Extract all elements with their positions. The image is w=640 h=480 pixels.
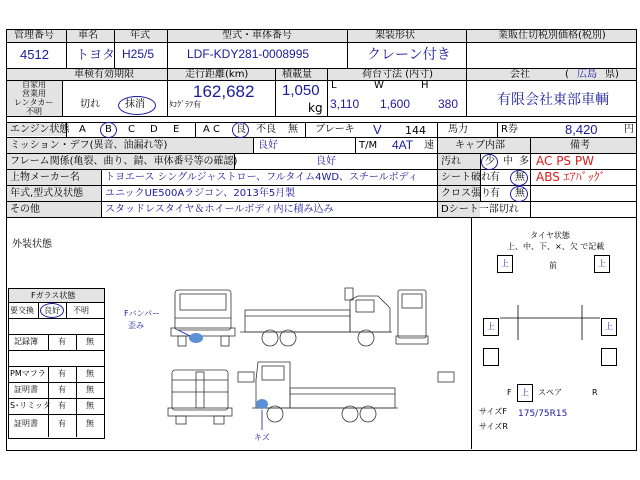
bed-H: 380 [438,97,459,111]
tires-legend: 上、中、下、×、欠 で記載 [507,242,605,251]
tire-F-label: F [507,388,512,397]
frame: 良好 [316,156,336,167]
company-region-close: 県) [605,69,619,80]
inspection-label: 車検有効期限 [74,69,134,80]
power: 144 [405,124,426,137]
own-label: 自家用 [22,80,46,89]
tire-R-label: R [592,388,598,397]
maker-label: 車名 [78,30,98,41]
upper-label: 上物メーカー名 [10,172,80,183]
tire-front-left: 上 [497,255,513,273]
limiter-no: 無 [86,401,94,410]
proof-yes: 有 [58,385,66,394]
ac-good: 良 [236,124,246,135]
price-label: 業販仕切税別価格(税別) [498,30,606,41]
unknown-label: 不明 [26,107,42,116]
grade-b: B [105,124,112,135]
record-yes: 有 [58,337,66,346]
size-r-label: サイズR [479,422,508,431]
note2: ABS ｴｱﾊﾞｯｸﾞ [536,170,606,184]
tires-front-label: 前 [549,261,557,270]
brake: V [373,122,382,137]
mileage-label: 走行距離(km) [185,69,249,80]
tacho: ﾀｺｸﾞﾗﾌ有 [169,100,201,109]
engine-label: エンジン状態 [10,124,70,135]
r-unit: 円 [624,124,634,135]
load-unit: kg [308,101,323,115]
limiter-yes: 有 [58,401,66,410]
glass-good: 良好 [44,306,60,315]
company-region: 広島 [577,69,597,80]
tire-rear-right-outer: 上 [601,318,617,336]
size-f: 175/75R15 [518,409,568,419]
bumper-note-2: 歪み [128,321,144,330]
cloth-yes: 有 [490,188,500,199]
brake-label: ブレーキ [315,124,355,135]
body-shape: クレーン付き [367,46,451,62]
grade-d: D [150,124,158,135]
bumper-note-1: Fバンパー [124,309,161,318]
ac-bad: 不良 [256,124,276,135]
unit: ユニックUE500Aラジコン、2013年5月製 [105,188,296,199]
grade-e: E [173,124,180,135]
bed-W: 1,600 [380,97,411,111]
tm-label: T/M [359,140,378,151]
cloth-label: クロス張り [441,188,491,199]
proof2-label: 証明書 [14,419,38,428]
power-label: 馬力 [448,124,468,135]
limiter-label: S･リミッタ [10,401,51,410]
company-region-open: ( [565,69,569,80]
expired: 切れ [80,99,100,110]
W-label: W [374,80,384,91]
L-label: L [331,80,337,91]
grade-c: C [128,124,135,135]
maker: トヨタ [76,47,116,62]
rental-label: レンタカー [14,98,54,107]
pm-label: PMマフラ [10,369,46,378]
size-f-label: サイズF [479,407,507,416]
load: 1,050 [282,82,320,99]
mission: 良好 [258,140,278,151]
pm-yes: 有 [58,369,66,378]
tire-front-right: 上 [594,255,610,273]
tire-spare: 上 [517,384,533,402]
scratch-note: キズ [254,433,270,442]
dirt-low: 少 [485,156,495,167]
r-label: R券 [501,124,518,135]
mileage: 162,682 [193,82,255,101]
note1: AC PS PW [536,154,594,168]
tire-rear-left-outer: 上 [483,318,499,336]
model-no: LDF-KDY281-0008995 [187,47,310,61]
notes-label: 備考 [570,140,590,151]
record-no: 無 [86,337,94,346]
company-name: 有限会社東部車輌 [497,91,609,107]
business-label: 営業用 [22,89,46,98]
glass-replace: 要交換 [10,306,34,315]
model-label: 型式・車体番号 [222,30,292,41]
seat-no: 無 [515,172,525,183]
speed-label: 速 [424,140,434,151]
r-value: 8,420 [565,122,598,137]
ac-none: 無 [288,124,298,135]
dirt-high: 多 [519,156,529,167]
ac-label: A C [203,124,221,135]
unit-label: 年式,型式及状態 [10,188,84,199]
bed-L: 3,110 [330,97,360,111]
tire-spare-label: スペア [538,388,562,397]
tm: 4AT [392,138,414,152]
bed-label: 荷台寸法 (内寸) [362,69,433,80]
mission-label: ミッション・デフ(異音、油漏れ等) [10,140,168,151]
seat-label: シート破れ [441,172,491,183]
year: H25/5 [122,47,155,61]
year-label: 年式 [130,30,150,41]
cloth-no: 無 [515,188,525,199]
dirt-mid: 中 [503,156,513,167]
H-label: H [421,80,429,91]
other: スタッドレスタイヤ＆ホイールボディ内に積み込み [105,204,334,215]
proof-label: 証明書 [14,385,38,394]
exterior-title: 外装状態 [12,239,52,250]
frame-label: フレーム関係(亀裂、曲り、錆、車体番号等の確認) [10,156,238,167]
load-label: 積載量 [282,69,312,80]
cab-label: キャブ内部 [455,140,505,151]
company-label: 会社 [510,69,530,80]
seat-yes: 有 [490,172,500,183]
pm-no: 無 [86,369,94,378]
record-label: 記録簿 [14,337,38,346]
cancelled: 抹消 [125,99,145,110]
grade-a: A [79,124,86,135]
mgmt-no: 4512 [20,47,49,62]
body-label: 架装形状 [375,30,415,41]
proof-no: 無 [86,385,94,394]
dsheet: Dシート一部切れ [441,204,519,215]
proof2-yes: 有 [58,419,66,428]
upper: トヨエース シングルジャストロー、フルタイム4WD、スチールボディ [105,172,418,183]
other-label: その他 [10,204,40,215]
mgmt-no-label: 管理番号 [14,30,54,41]
glass-title: Fガラス状態 [31,291,76,300]
tires-title: タイヤ状態 [530,231,570,240]
proof2-no: 無 [86,419,94,428]
dirt-label: 汚れ [441,156,461,167]
glass-none: 不明 [73,306,89,315]
